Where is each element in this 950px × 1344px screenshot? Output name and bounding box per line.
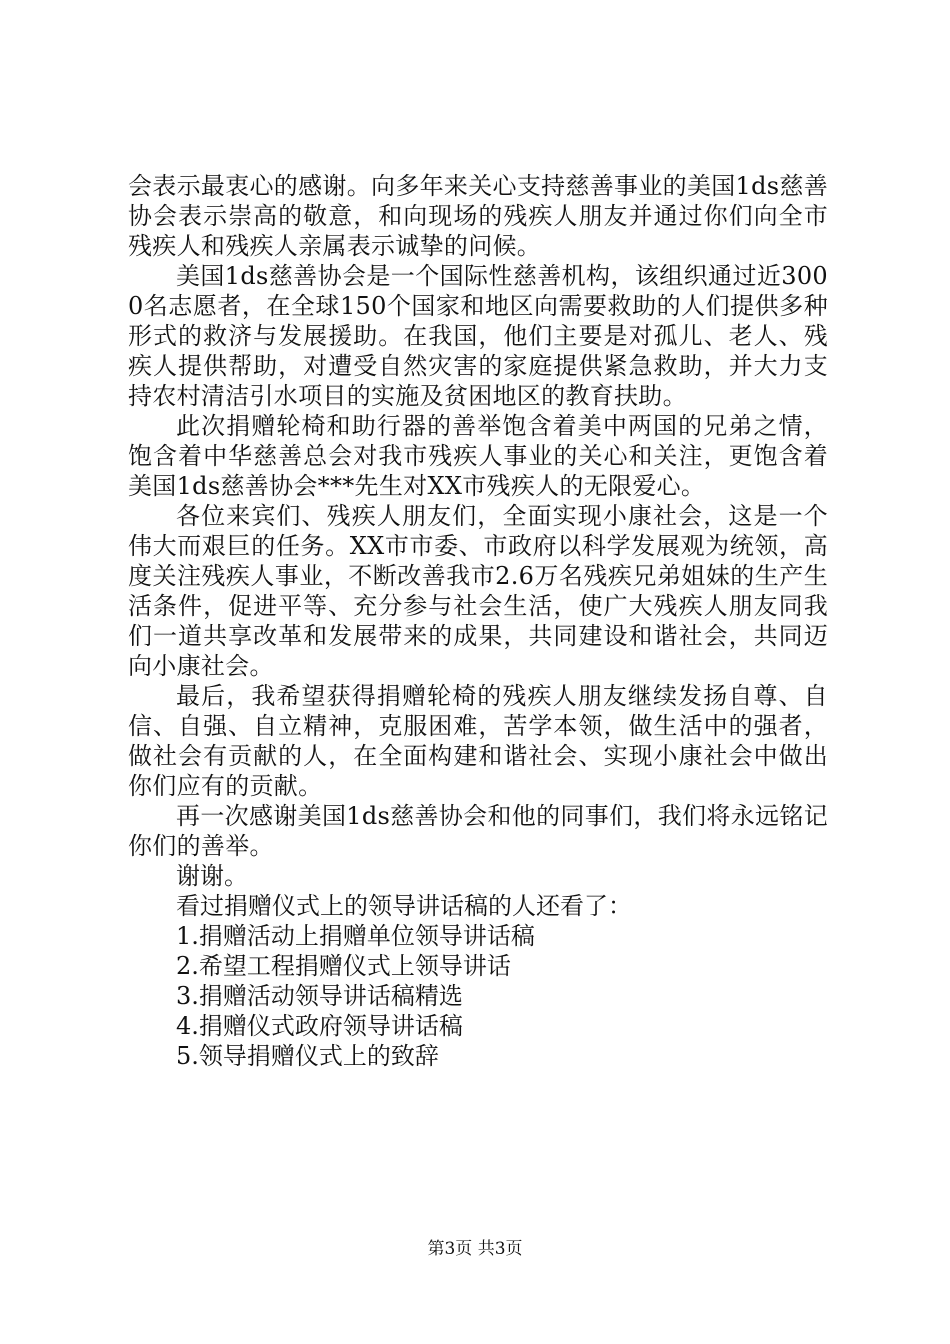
page-footer: 第3页 共3页 [427,1239,523,1259]
related-item[interactable]: 3.捐赠活动领导讲话稿精选 [176,982,463,1010]
related-item[interactable]: 5.领导捐赠仪式上的致辞 [176,1042,439,1070]
paragraph-hope: 最后，我希望获得捐赠轮椅的残疾人朋友继续发扬自尊、自信、自强、自立精神，克服困难，苦学本领，做生活中的强者，做社会有贡献的人，在全面构建和谐社会、实现小康社会中做出你们应有的贡献。 [128,682,828,800]
related-list [128,921,828,1071]
paragraph-donation: 此次捐赠轮椅和助行器的善举饱含着美中两国的兄弟之情，饱含着中华慈善总会对我市残疾人事业的关心和关注，更饱含着美国1ds慈善协会***先生对XX市残疾人的无限爱心。 [128,412,828,500]
related-item[interactable]: 1.捐赠活动上捐赠单位领导讲话稿 [176,922,535,950]
closing-text: 谢谢。 [176,862,248,890]
related-item[interactable]: 2.希望工程捐赠仪式上领导讲话 [176,952,511,980]
document-body [128,171,828,1071]
paragraph-organization: 美国1ds慈善协会是一个国际性慈善机构，该组织通过近3000名志愿者，在全球150个国家和地区向需要救助的人们提供多种形式的救济与发展援助。在我国，他们主要是对孤儿、老人、残疾人提供帮助，对遭受自然灾害的家庭提供紧急救助，并大力支持农村清洁引水项目的实施及贫困地区的教育扶助。 [128,262,828,410]
related-item[interactable]: 4.捐赠仪式政府领导讲话稿 [176,1012,463,1040]
paragraph-thanks: 再一次感谢美国1ds慈善协会和他的同事们，我们将永远铭记你们的善举。 [128,802,828,860]
paragraph-society: 各位来宾们、残疾人朋友们，全面实现小康社会，这是一个伟大而艰巨的任务。XX市市委、市政府以科学发展观为统领，高度关注残疾人事业，不断改善我市2.6万名残疾兄弟姐妹的生产生活条件，促进平等、充分参与社会生活，使广大残疾人朋友同我们一道共享改革和发展带来的成果，共同建设和谐社会，共同迈向小康社会。 [128,502,828,680]
paragraph-opening: 会表示最衷心的感谢。向多年来关心支持慈善事业的美国1ds慈善协会表示崇高的敬意，和向现场的残疾人朋友并通过你们向全市残疾人和残疾人亲属表示诚挚的问候。 [128,172,828,260]
related-heading: 看过捐赠仪式上的领导讲话稿的人还看了： [176,892,632,920]
